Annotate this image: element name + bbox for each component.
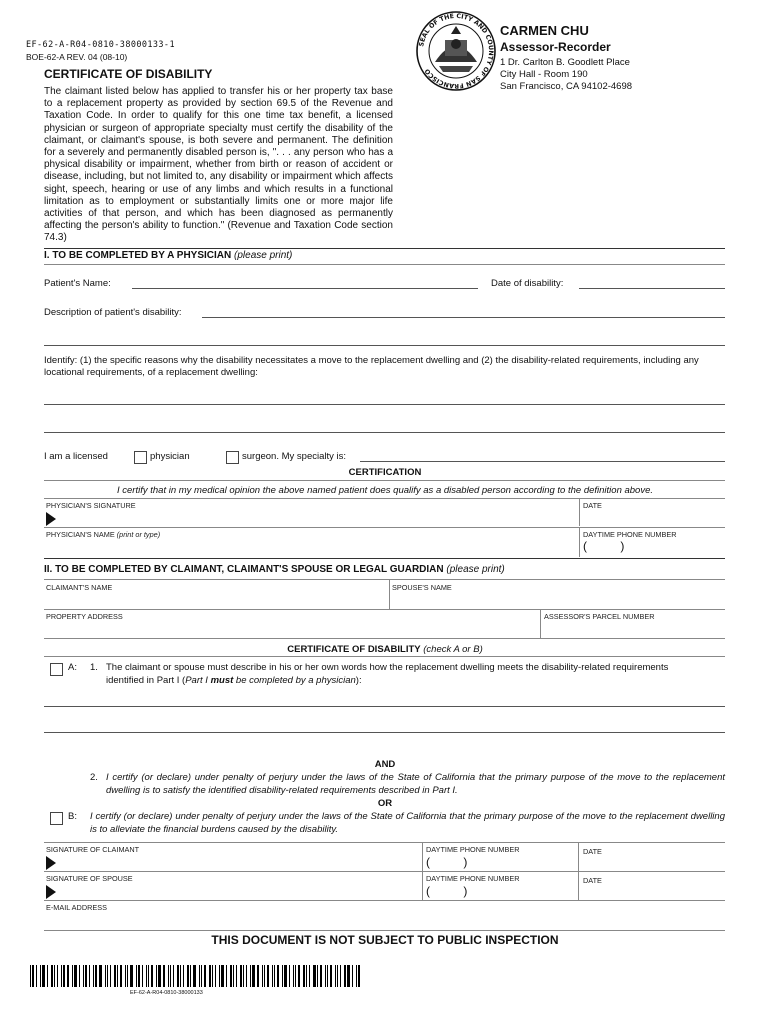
cert-disability-heading [0,644,770,655]
barcode-bar [347,965,350,987]
barcode-bar [32,965,34,987]
form-revision: BOE-62-A REV. 04 (08-10) [26,52,128,62]
option-a-item2-num: 2. [90,772,98,783]
barcode-bar [201,965,202,987]
barcode-bar [67,965,69,987]
divider [44,248,725,249]
barcode-bar [163,965,165,987]
barcode-bar [330,965,332,987]
divider [44,264,725,265]
barcode-bar [107,965,108,987]
barcode-bar [193,965,196,987]
patient-name-label: Patient's Name: [44,278,111,289]
option-a-item1-text2 [106,675,362,686]
barcode-bar [63,965,65,987]
signature-spouse-label: SIGNATURE OF SPOUSE [46,874,133,883]
barcode-bar [313,965,316,987]
barcode-bar [120,965,122,987]
barcode-bar [257,965,259,987]
barcode-bar [274,965,275,987]
barcode-bar [95,965,97,987]
option-a-description-line1[interactable] [44,706,725,707]
email-field[interactable] [44,900,725,930]
barcode-bar [158,965,161,987]
intro-paragraph: The claimant listed below has applied to transfer his or her property tax base to a replacement property as provided by section 69.5 of the Revenue and Taxation Code. In order to qualify for this one time tax benefit, a licensed physician or surgeon of appropriate specialty must certify the disability of the claimant, or claimant's spouse, is both severe and permanent. The definition for a severely and permanently disabled person is, ". . . any person who has a physical disability or impairment, whether from birth or reason of accident or disease, including, but not limited to, any disability or impairment which affects sight, speech, hearing or use of any limbs and which results in a functional limitation as to employment or substantially limits one or more major life activities of that person, and which has been diagnosed as permanently affecting the person's ability to function." (Revenue and Taxation Code section 74.3) [44,86,393,244]
spouse-name-label: SPOUSE'S NAME [392,583,452,592]
barcode-bar [36,965,37,987]
address-line-1: 1 Dr. Carlton B. Goodlett Place [500,57,630,68]
seal-text: SEAL OF THE CITY AND COUNTY OF SAN FRANCISCO [418,12,495,90]
assessor-title: Assessor-Recorder [500,40,611,54]
claimant-phone-label: DAYTIME PHONE NUMBER [426,845,520,854]
barcode-bar [335,965,336,987]
barcode-bar [57,965,58,987]
property-address-label: PROPERTY ADDRESS [46,612,123,621]
barcode-bar [151,965,153,987]
barcode-bar [327,965,328,987]
barcode-bar [277,965,279,987]
section1-heading-text: I. TO BE COMPLETED BY A PHYSICIAN [44,250,232,261]
barcode-bar [105,965,106,987]
parcel-number-label: ASSESSOR'S PARCEL NUMBER [544,612,655,621]
identify-field-line2[interactable] [44,432,725,433]
barcode-bar [130,965,133,987]
assessor-name: CARMEN CHU [500,23,589,38]
surgeon-checkbox[interactable] [226,451,239,464]
barcode-bar [93,965,94,987]
option-a-label: A: [68,662,77,673]
barcode-bar [233,965,234,987]
barcode-bar [340,965,341,987]
barcode-bar [282,965,283,987]
claimant-name-label: CLAIMANT'S NAME [46,583,113,592]
barcode-bar [303,965,305,987]
property-address-field[interactable] [44,609,538,638]
option-b-checkbox[interactable] [50,812,63,825]
date-of-disability-label: Date of disability: [491,278,564,289]
barcode-bar [212,965,213,987]
section2-heading-text: II. TO BE COMPLETED BY CLAIMANT, CLAIMANT'S SPOUSE OR LEGAL GUARDIAN [44,564,444,575]
barcode-bar [272,965,273,987]
cert-disability-heading-text: CERTIFICATE OF DISABILITY [287,644,421,655]
divider [44,480,725,481]
description-field-line2[interactable] [44,345,725,346]
barcode-bar [42,965,45,987]
divider [422,871,423,900]
barcode-bar [173,965,174,987]
barcode-bar [358,965,360,987]
divider [44,930,725,931]
barcode-bar [117,965,118,987]
physician-name-label-text: PHYSICIAN'S NAME [46,530,115,539]
barcode-bar [352,965,353,987]
barcode-bar [309,965,310,987]
claimant-name-field[interactable] [44,579,388,609]
option-a-text2-it2: be completed by a physician [233,675,356,686]
spouse-date-field[interactable] [579,871,725,900]
barcode-bar [127,965,128,987]
barcode-bar [114,965,116,987]
barcode-bar [61,965,62,987]
physician-name-field[interactable] [44,527,578,557]
barcode-bar [236,965,237,987]
barcode-bar [264,965,265,987]
physician-signature-field[interactable] [44,498,578,526]
section1-heading-note: (please print) [234,250,293,261]
date-label: DATE [583,501,602,510]
barcode-bar [243,965,244,987]
barcode-bar [295,965,296,987]
section2-heading-note: (please print) [446,564,505,575]
divider [579,527,580,557]
barcode-bar [40,965,41,987]
barcode-bar [187,965,189,987]
option-a-text2-pre: identified in Part I ( [106,675,186,686]
cert-disability-heading-note: (check A or B) [423,644,483,655]
barcode-bar [325,965,326,987]
barcode-bar [337,965,338,987]
barcode-bar [83,965,84,987]
date-of-disability-field[interactable] [579,288,725,289]
barcode-bar [156,965,157,987]
spouse-date-label: DATE [583,876,602,885]
spouse-signature-field[interactable] [44,871,421,900]
barcode-bar [246,965,247,987]
licensed-label: I am a licensed [44,451,108,462]
barcode-bar [51,965,53,987]
physician-name-note: (print or type) [116,530,161,539]
claimant-date-field[interactable] [579,842,725,871]
barcode-bar [30,965,31,987]
section2-heading [44,564,505,575]
barcode-bar [284,965,287,987]
seal-logo [415,10,497,92]
option-b-label: B: [68,811,77,822]
daytime-phone-label: DAYTIME PHONE NUMBER [583,530,677,539]
divider [44,558,725,559]
or-label: OR [377,798,393,809]
spouse-phone-field[interactable]: ( ) [426,884,468,898]
barcode-bar [168,965,169,987]
spouse-name-field[interactable] [390,579,725,609]
barcode-bar [89,965,90,987]
email-label: E-MAIL ADDRESS [46,903,107,912]
divider [422,842,423,871]
option-a-text2-it1: Part I [185,675,211,686]
barcode-bar [298,965,300,987]
physician-signature-label: PHYSICIAN'S SIGNATURE [46,501,136,510]
option-a-text2-bold: must [210,675,234,686]
barcode-bar [344,965,346,987]
barcode-bar [306,965,307,987]
physician-phone-field[interactable]: ( ) [583,539,625,553]
barcode-bar [79,965,80,987]
patient-name-field[interactable] [132,288,478,289]
claimant-date-label: DATE [583,847,602,856]
barcode-bar [125,965,126,987]
address-line-3: San Francisco, CA 94102-4698 [500,81,633,92]
barcode-bar [190,965,191,987]
identify-text: Identify: (1) the specific reasons why the disability necessitates a move to the replacement dwelling and (2) the disability-related requirements, including any locational requirements, of a replacement dwelling: [44,355,699,378]
barcode-bar [267,965,269,987]
divider [44,638,725,639]
description-label: Description of patient's disability: [44,307,182,318]
identify-field-line1[interactable] [44,404,725,405]
barcode-bar [47,965,48,987]
barcode-bar [142,965,143,987]
option-a-item2-text: I certify (or declare) under penalty of perjury under the laws of the State of California that the primary purpose of the move to the replacement dwelling is to satisfy the identified disability-related requirements described in Part I. [106,772,725,796]
public-inspection-notice: THIS DOCUMENT IS NOT SUBJECT TO PUBLIC INSPECTION [211,933,559,947]
address-line-2: City Hall - Room 190 [500,69,588,80]
barcode-bar [199,965,200,987]
surgeon-label: surgeon. My specialty is: [242,451,347,462]
description-field[interactable] [202,317,725,318]
barcode-bar [85,965,87,987]
barcode-bar [230,965,232,987]
barcode-bar [204,965,206,987]
signature-claimant-label: SIGNATURE OF CLAIMANT [46,845,140,854]
physician-checkbox[interactable] [134,451,147,464]
barcode-bar [293,965,294,987]
barcode [30,965,370,987]
parcel-number-field[interactable] [541,609,725,638]
and-label: AND [374,759,396,770]
option-a-description-line2[interactable] [44,732,725,733]
barcode-bar [317,965,318,987]
barcode-bar [289,965,290,987]
barcode-bar [320,965,322,987]
barcode-bar [209,965,211,987]
spouse-phone-label: DAYTIME PHONE NUMBER [426,874,520,883]
barcode-bar [72,965,73,987]
barcode-bar [110,965,111,987]
option-a-item1-text: The claimant or spouse must describe in his or her own words how the replacement dwelling meets the disability-related requirements [106,662,669,673]
form-code: EF-62-A-R04-0810-38000133-1 [26,40,175,50]
option-a-text2-post: ): [355,675,362,686]
claimant-signature-field[interactable] [44,842,421,871]
physician-label: physician [150,451,190,462]
specialty-field[interactable] [360,461,725,462]
barcode-bars [30,965,370,987]
barcode-bar [356,965,357,987]
barcode-bar [219,965,220,987]
barcode-bar [183,965,184,987]
barcode-bar [252,965,255,987]
barcode-bar [148,965,149,987]
barcode-bar [136,965,137,987]
form-title: CERTIFICATE OF DISABILITY [44,67,213,81]
barcode-bar [99,965,102,987]
barcode-bar [240,965,242,987]
barcode-bar [262,965,263,987]
barcode-bar [74,965,77,987]
barcode-bar [215,965,216,987]
section1-heading [44,250,292,261]
certification-heading: CERTIFICATION [348,467,422,478]
barcode-bar [146,965,147,987]
option-a-checkbox[interactable] [50,663,63,676]
barcode-bar [177,965,179,987]
divider [44,656,725,657]
claimant-phone-field[interactable]: ( ) [426,855,468,869]
barcode-text: EF-62-A-R04-0810-38000133 [130,990,203,996]
barcode-bar [180,965,181,987]
certification-text: I certify that in my medical opinion the above named patient does qualify as a disabled person according to the definition above. [116,485,654,496]
barcode-bar [221,965,224,987]
barcode-bar [138,965,140,987]
option-a-item1-num: 1. [90,662,98,673]
barcode-bar [250,965,251,987]
barcode-bar [54,965,55,987]
barcode-bar [226,965,227,987]
barcode-bar [170,965,171,987]
physician-date-field[interactable] [580,498,725,526]
option-b-text: I certify (or declare) under penalty of perjury under the laws of the State of California that the primary purpose of the move to the replacement dwelling is to alleviate the financial burdens caused by the disability. [90,811,725,835]
